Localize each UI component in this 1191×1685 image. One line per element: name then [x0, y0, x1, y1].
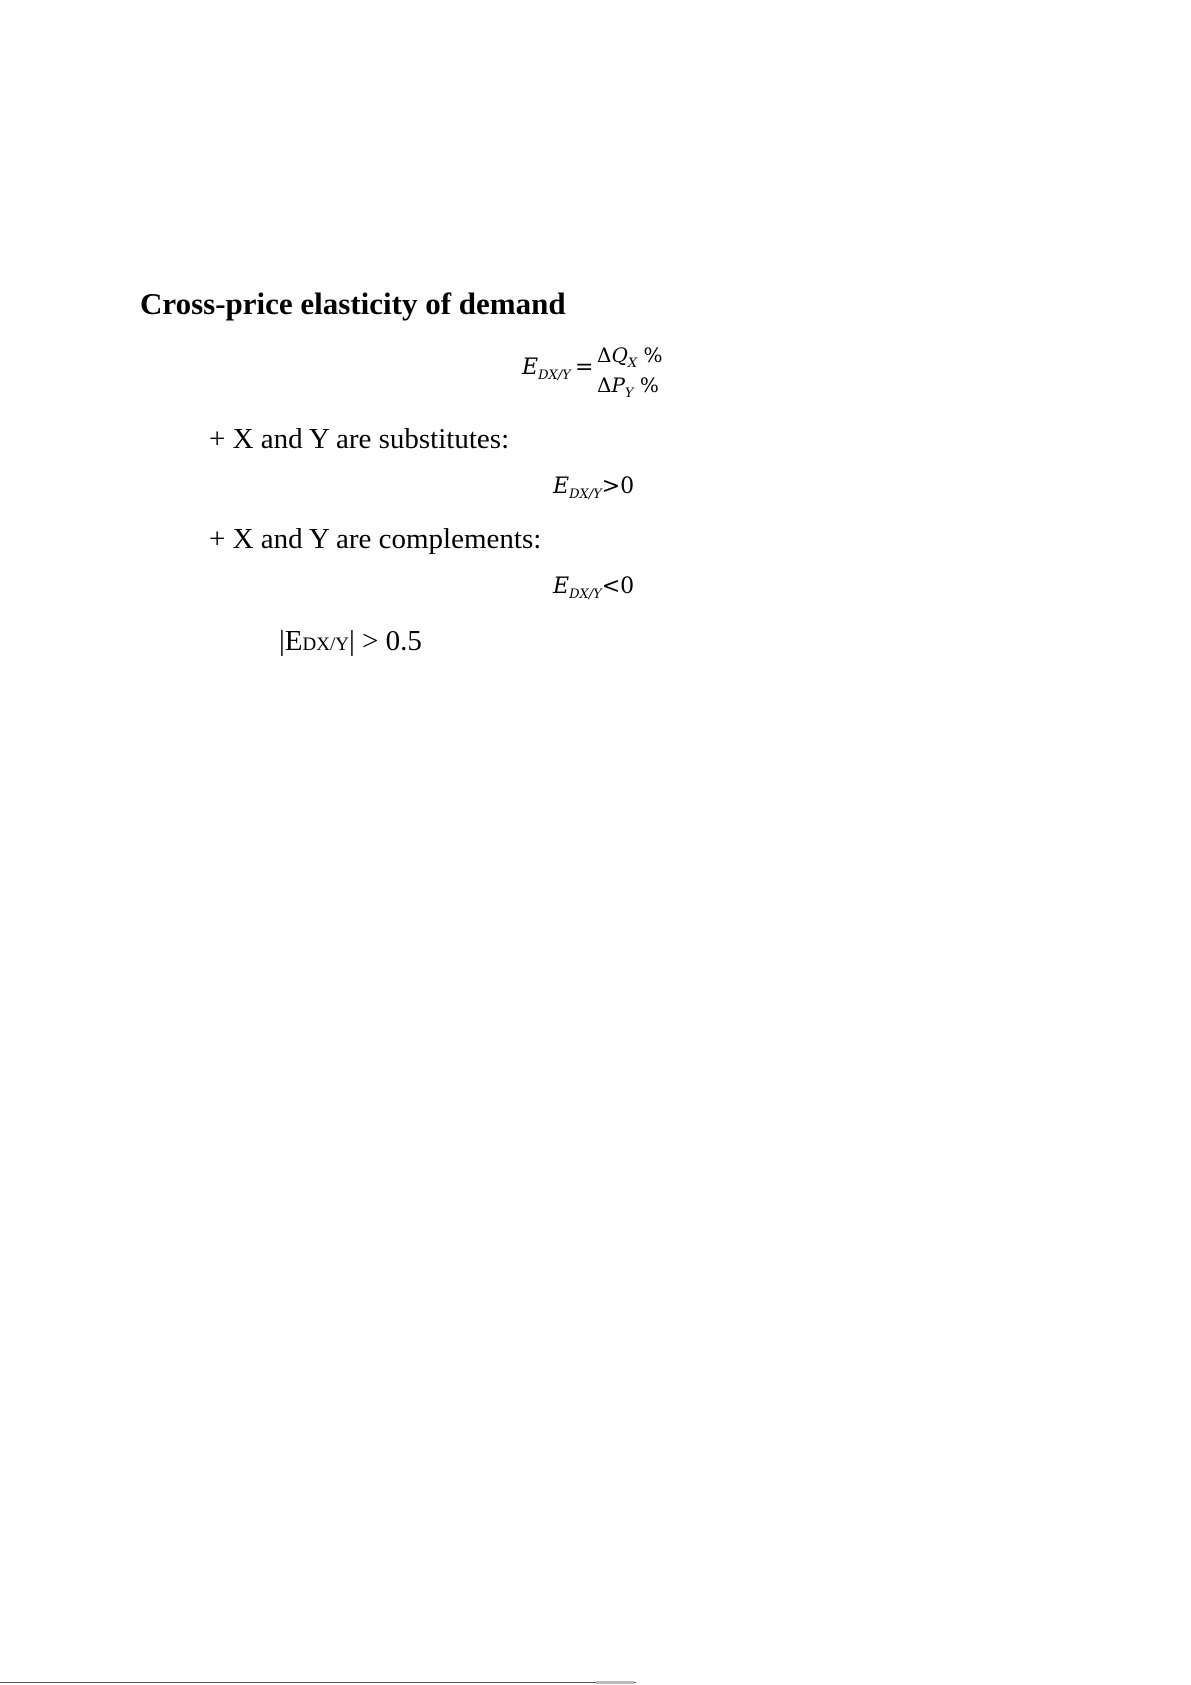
formula-lhs [522, 355, 571, 383]
page-bottom-rule [0, 1682, 636, 1683]
bullet-complements: + X and Y are complements: [209, 523, 542, 555]
formula-lhs-symbol: E [522, 355, 539, 380]
numerator-subscript: X [627, 356, 638, 371]
complements-inequality [553, 574, 634, 602]
ineq1-symbol: E [553, 474, 570, 499]
page-bottom-mark [596, 1681, 634, 1684]
numerator-delta: Δ [597, 343, 612, 367]
bullet-substitutes: + X and Y are substitutes: [209, 423, 510, 455]
ineq1-subscript: DX/Y [569, 487, 602, 502]
section-title: Cross-price elasticity of demand [140, 286, 566, 321]
formula-lhs-subscript: DX/Y [538, 368, 571, 383]
numerator-symbol: Q [611, 343, 628, 367]
denominator-unit: % [639, 373, 659, 397]
denominator-subscript: Y [624, 386, 634, 401]
denominator-delta: Δ [597, 373, 612, 397]
formula-numerator [597, 340, 667, 370]
ineq2-symbol: E [553, 574, 570, 599]
formula-denominator [597, 370, 667, 400]
substitutes-inequality [553, 474, 634, 502]
threshold-prefix: |E [279, 625, 303, 657]
threshold-subscript: DX/Y [302, 634, 349, 655]
threshold-suffix: | > 0.5 [348, 625, 422, 657]
threshold-line [279, 624, 422, 662]
ineq2-relation: <0 [601, 574, 635, 599]
formula-equals: = [575, 355, 594, 380]
ineq1-relation: >0 [601, 474, 635, 499]
ineq2-subscript: DX/Y [569, 587, 602, 602]
formula-fraction [597, 340, 667, 400]
denominator-symbol: P [611, 373, 625, 397]
numerator-unit: % [643, 343, 663, 367]
